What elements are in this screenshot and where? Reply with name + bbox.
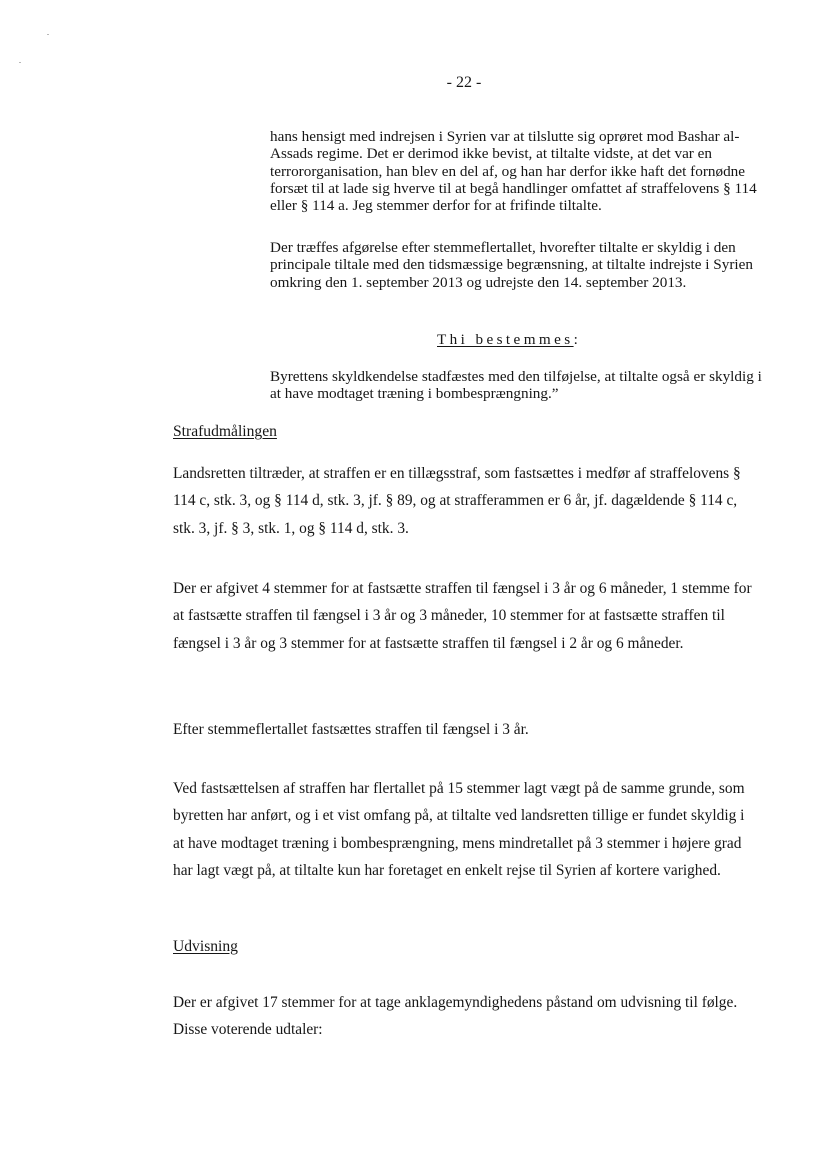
paragraph-strafferamme: Landsretten tiltræder, at straffen er en tillægsstraf, som fastsættes i medfør af straffelovens § 114 c, stk. 3, og § 114 d, stk. 3, jf. § 89, og at strafferammen er 6 år, jf. dagældende § 114 c, stk. 3, jf. § 3, stk. 1, og § 114 d, stk. 3.	[173, 465, 741, 537]
thi-bestemmes-heading	[437, 331, 581, 349]
heading-strafudmaalingen: Strafudmålingen	[173, 423, 277, 440]
thi-bestemmes-text: Thi bestemmes	[437, 331, 574, 348]
scan-speck	[47, 34, 49, 35]
heading-udvisning: Udvisning	[173, 938, 238, 955]
paragraph-begrundelse: Ved fastsættelsen af straffen har flertallet på 15 stemmer lagt vægt på de samme grunde, som byretten har anført, og i et vist omfang på, at tiltalte ved landsretten tillige er fundet skyldig i at have modtaget træning i bombesprængning, mens mindretallet på 3 stemmer i højere grad har lagt vægt på, at tiltalte kun har foretaget en enkelt rejse til Syrien af kortere varighed.	[173, 780, 745, 880]
paragraph-stemmer: Der er afgivet 4 stemmer for at fastsætte straffen til fængsel i 3 år og 6 måneder, 1 stemme for at fastsætte straffen til fængsel i 3 år og 3 måneder, 10 stemmer for at fastsætte straffen til fængsel i 3 år og 3 stemmer for at fastsætte straffen til fængsel i 2 år og 6 måneder.	[173, 580, 752, 652]
quote-paragraph-2: Der træffes afgørelse efter stemmeflertallet, hvorefter tiltalte er skyldig i den principale tiltale med den tidsmæssige begrænsning, at tiltalte indrejste i Syrien omkring den 1. september 2013 og udrejste den 14. september 2013.	[270, 239, 753, 291]
quote-paragraph-1: hans hensigt med indrejsen i Syrien var at tilslutte sig oprøret mod Bashar al-Assads regime. Det er derimod ikke bevist, at tiltalte vidste, at det var en terrororganisation, han blev en del af, og han har derfor ikke haft det fornødne forsæt til at lade sig hverve til at begå handlinger omfattet af straffelovens § 114 eller § 114 a. Jeg stemmer derfor for at frifinde tiltalte.	[270, 128, 757, 215]
quote-paragraph-3: Byrettens skyldkendelse stadfæstes med den tilføjelse, at tiltalte også er skyldig i at have modtaget træning i bombesprængning.”	[270, 368, 762, 403]
scan-speck	[19, 62, 21, 63]
paragraph-udvisning: Der er afgivet 17 stemmer for at tage anklagemyndighedens påstand om udvisning til følge. Disse voterende udtaler:	[173, 994, 738, 1039]
thi-bestemmes-colon: :	[573, 331, 582, 348]
paragraph-stemmeflertal: Efter stemmeflertallet fastsættes straffen til fængsel i 3 år.	[173, 721, 529, 738]
page-number: - 22 -	[446, 74, 482, 91]
